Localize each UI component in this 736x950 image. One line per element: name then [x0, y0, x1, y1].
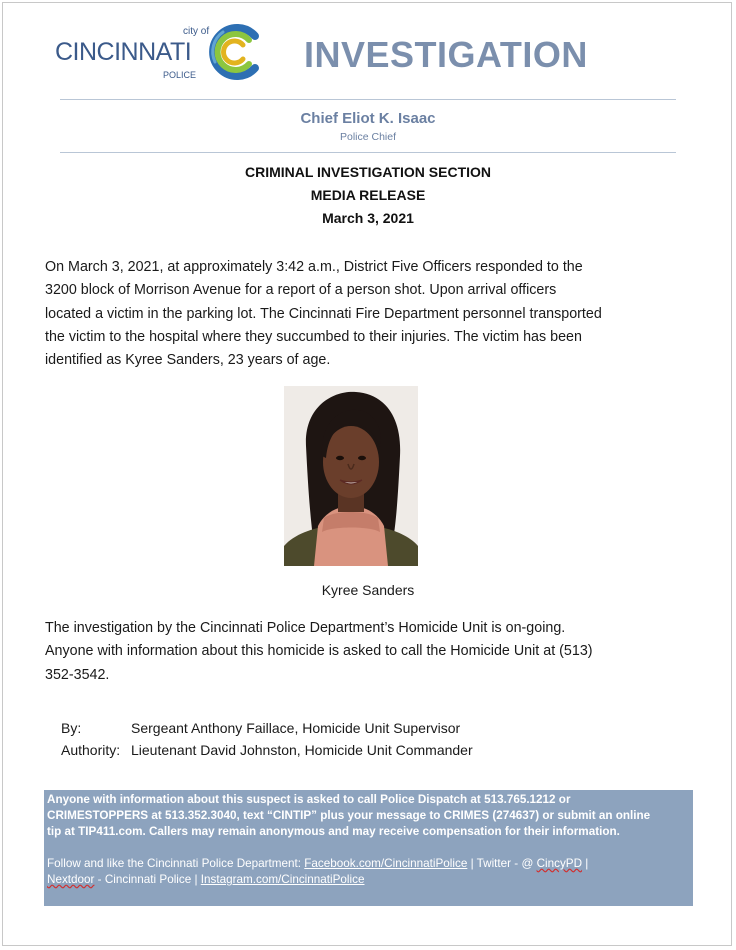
logo-c-emblem-icon [205, 22, 265, 82]
investigation-paragraph [45, 617, 685, 687]
follow-text: Follow and like the Cincinnati Police Department: [47, 857, 305, 870]
header-divider-bottom [60, 152, 676, 153]
victim-photo [284, 386, 418, 566]
logo-police: POLICE [163, 70, 197, 80]
signature-by [61, 720, 460, 736]
logo-city-of: city of [183, 26, 210, 37]
paragraph-line: located a victim in the parking lot. The Cincinnati Fire Department personnel transported [45, 305, 602, 322]
authority-value: Lieutenant David Johnston, Homicide Unit Commander [131, 742, 473, 758]
tip-line: CRIMESTOPPERS at 513.352.3040, text “CINTIP” plus your message to CRIMES (274637) or submit an online [47, 809, 651, 822]
paragraph-line: 3200 block of Morrison Avenue for a report of a person shot. Upon arrival officers [45, 282, 557, 299]
paragraph-line: On March 3, 2021, at approximately 3:42 a.m., District Five Officers responded to the [45, 259, 583, 275]
paragraph-line: Anyone with information about this homicide is asked to call the Homicide Unit at (513) [45, 643, 593, 660]
section-heading: CRIMINAL INVESTIGATION SECTION [244, 164, 492, 180]
chief-title: Police Chief [339, 131, 397, 143]
cincinnati-police-logo [55, 22, 265, 88]
authority-label: Authority: [61, 742, 121, 758]
chief-name: Chief Eliot K. Isaac [300, 110, 436, 127]
instagram-link[interactable]: Instagram.com/CincinnatiPolice [200, 873, 365, 886]
by-label: By: [61, 720, 82, 736]
header-divider-top [60, 99, 676, 100]
paragraph-line: 352-3542. [45, 666, 110, 683]
paragraph-line: The investigation by the Cincinnati Police Department’s Homicide Unit is on-going. [45, 620, 566, 636]
tip-line: tip at TIP411.com. Callers may remain anonymous and may receive compensation for their information. [47, 825, 620, 838]
incident-paragraph [45, 256, 685, 372]
twitter-handle[interactable]: CincyPD [536, 857, 583, 870]
by-value: Sergeant Anthony Faillace, Homicide Unit Supervisor [131, 720, 461, 736]
logo-wordmark: CINCINNATI [55, 38, 192, 66]
facebook-link[interactable]: Facebook.com/CincinnatiPolice [304, 857, 468, 870]
release-date: March 3, 2021 [322, 210, 414, 226]
tip-line: Anyone with information about this suspect is asked to call Police Dispatch at 513.765.1212 or [47, 793, 571, 806]
signature-authority [61, 742, 473, 758]
release-type: MEDIA RELEASE [310, 187, 426, 203]
paragraph-line: the victim to the hospital where they succumbed to their injuries. The victim has been [45, 328, 582, 345]
social-line-1 [47, 856, 690, 872]
photo-caption: Kyree Sanders [321, 582, 415, 598]
social-line-2 [47, 872, 690, 888]
twitter-text: | Twitter - @ [467, 857, 537, 870]
nextdoor-word[interactable]: Nextdoor [47, 873, 95, 886]
tip-info-box [44, 790, 693, 906]
page-title: INVESTIGATION [304, 34, 588, 75]
paragraph-line: identified as Kyree Sanders, 23 years of age. [45, 352, 331, 369]
nextdoor-text: - Cincinnati Police | [94, 873, 201, 886]
pipe-separator: | [582, 857, 589, 870]
